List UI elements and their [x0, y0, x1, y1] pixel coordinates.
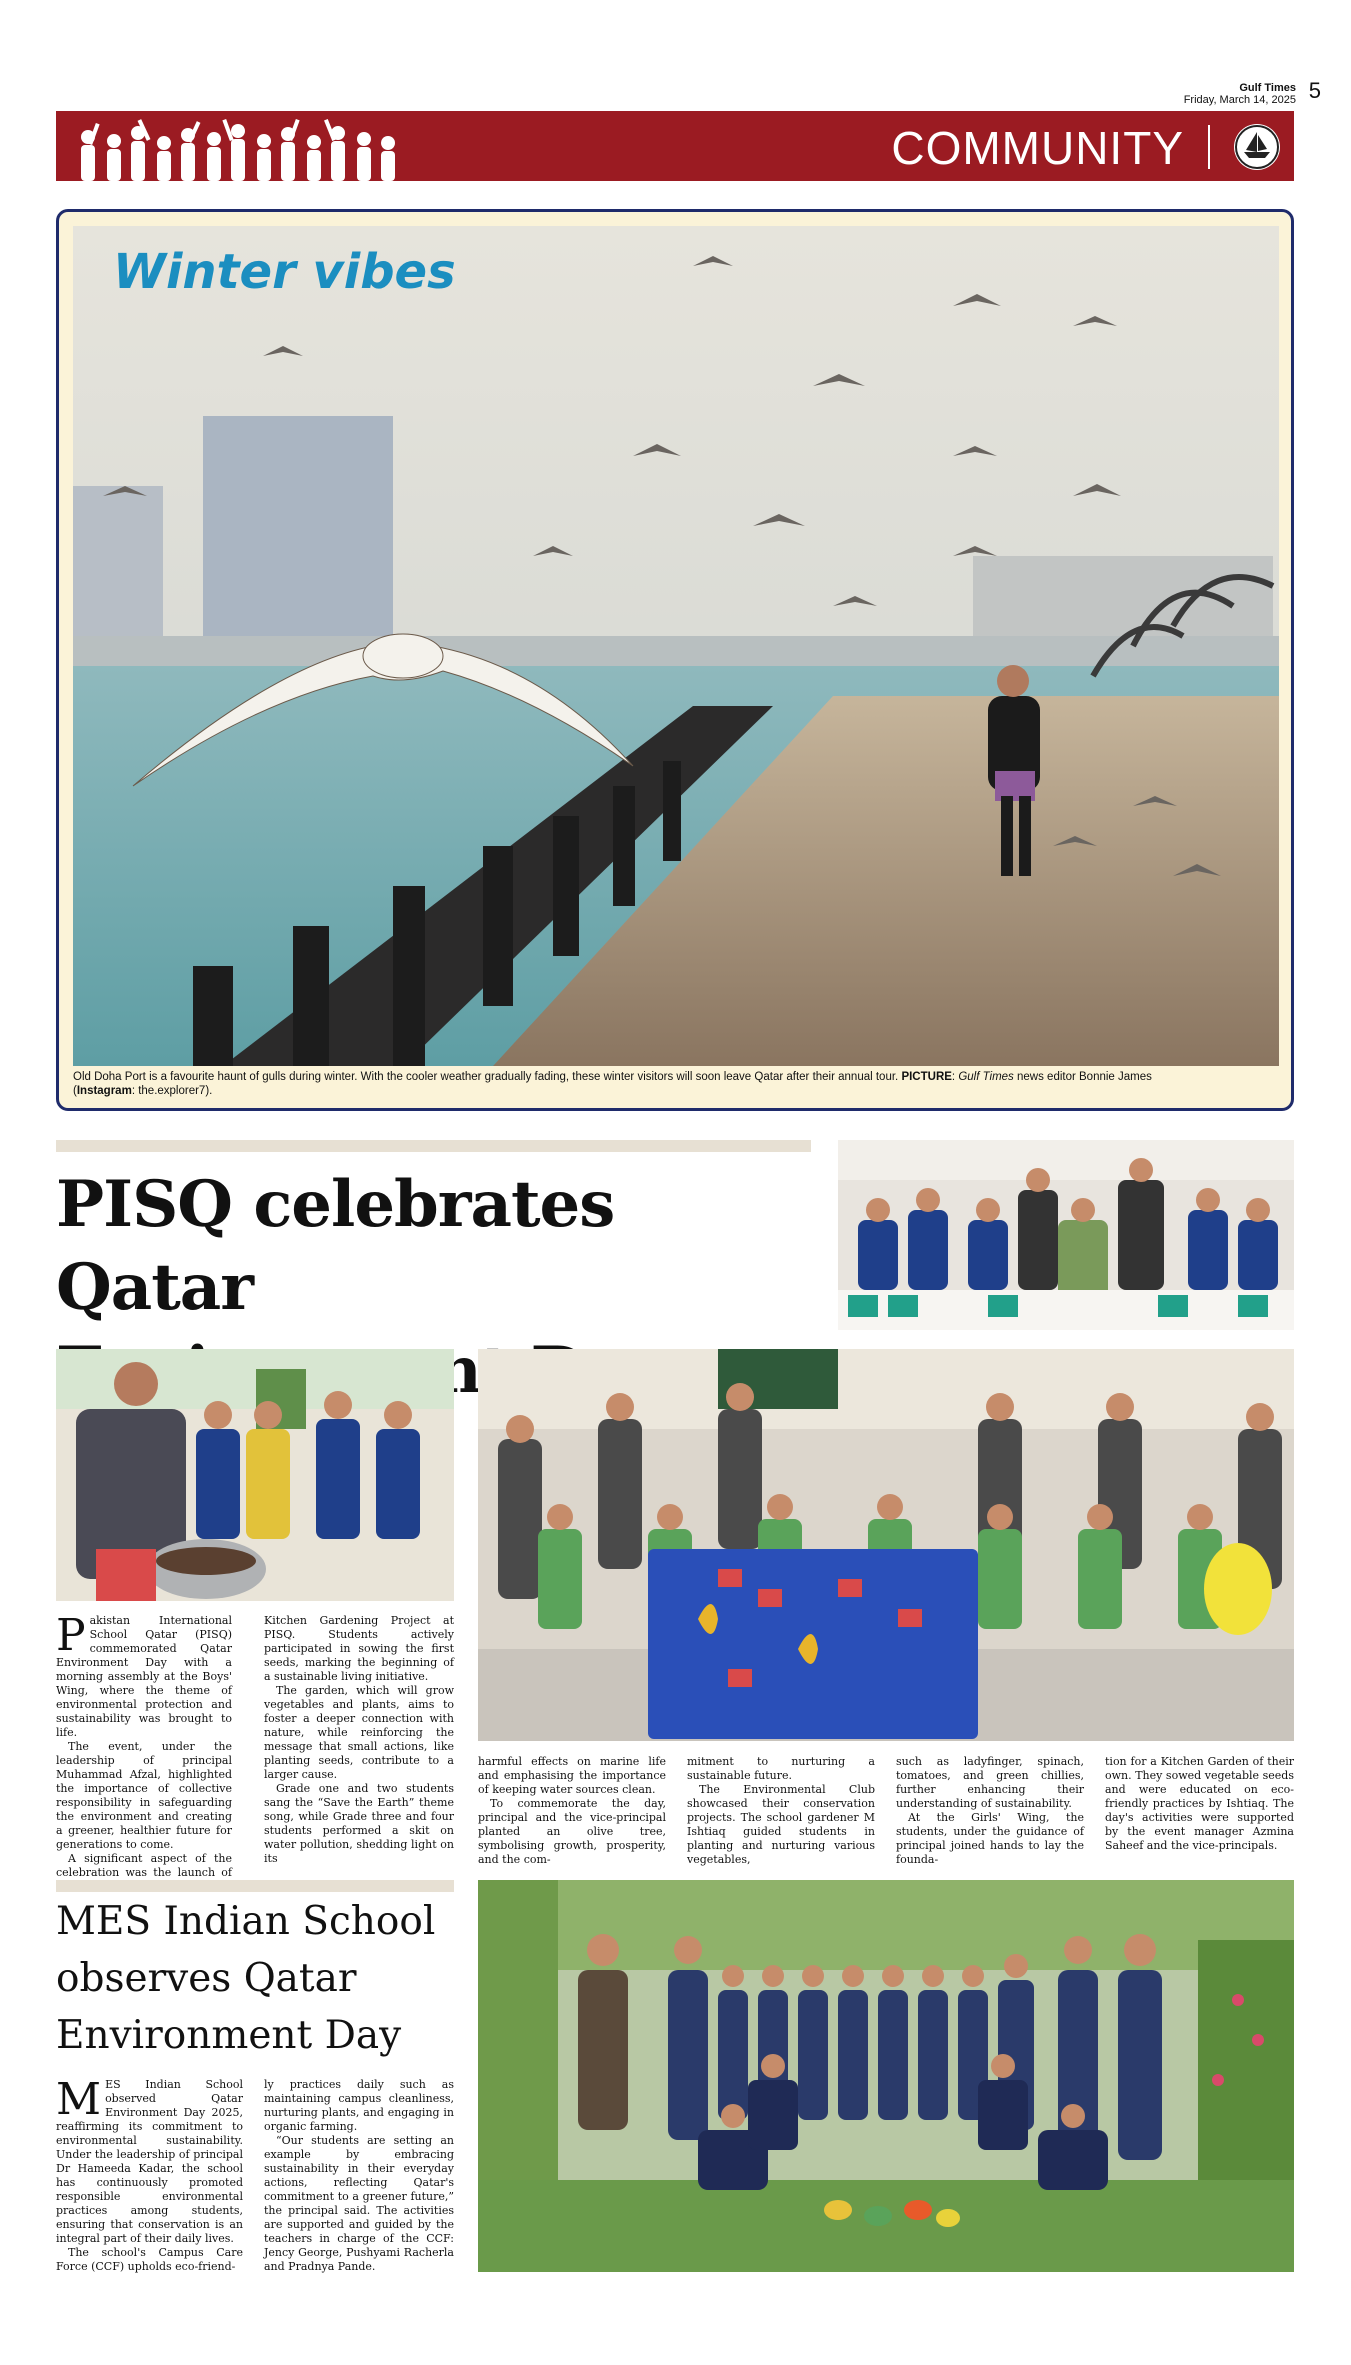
caption-picture-label: PICTURE [901, 1071, 952, 1083]
article1-col4 [687, 1755, 875, 1867]
article1-col1-p1: akistan International School Qatar (PISQ) commemorated Qatar Environment Day with a morning assembly at the Boys' Wing, where the theme of environmental protection and sustainability was brought to life. [56, 1614, 232, 1739]
page-number: 5 [1308, 78, 1321, 103]
article1-col3-p1: harmful effects on marine life and emphasising the importance of keeping water sources clean. [478, 1755, 666, 1796]
article2-headline-line3: Environment Day [56, 2013, 402, 2058]
dhow-logo-icon [1234, 124, 1280, 170]
article2-rule [56, 1880, 454, 1892]
caption-instagram-handle: : the.explorer7). [131, 1085, 213, 1097]
article2-col2 [264, 2078, 454, 2274]
crowd-silhouette-icon [66, 119, 406, 181]
article2-col2-p1: ly practices daily such as maintaining campus cleanliness, nurturing plants, and engaging in organic farming. [264, 2078, 454, 2133]
article1-col1-p2: The event, under the leadership of principal Muhammad Afzal, highlighted the importance of collective responsibility in safeguarding the environment and creating a greener, healthier future for generations to come. [56, 1740, 232, 1851]
pisq-students-photo [478, 1349, 1294, 1741]
feature-caption [73, 1070, 1279, 1098]
article2-col2-p2: “Our students are setting an example by embracing sustainability in their everyday actions, reflecting Qatar's commitment to a greener future,” the principal said. The activities are supported and guided by the teachers in charge of the CCF: Jency George, Pushyami Racherla and Pradnya Pande. [264, 2134, 454, 2273]
article1-col5-p1: such as ladyfinger, spinach, tomatoes, and green chillies, further enhancing their understanding of sustainability. [896, 1755, 1084, 1810]
article1-rule [56, 1140, 811, 1152]
article2-headline-line1: MES Indian School [56, 1899, 436, 1944]
article2-col1-p2: The school's Campus Care Force (CCF) upholds eco-friend- [56, 2246, 243, 2273]
article2-headline [56, 1893, 456, 2064]
caption-instagram-label: Instagram [76, 1085, 132, 1097]
pisq-planting-photo [56, 1349, 454, 1601]
article1-col5-p2: At the Girls' Wing, the students, under the guidance of principal joined hands to lay the founda- [896, 1811, 1084, 1866]
article1-col4-p1: mitment to nurturing a sustainable future. [687, 1755, 875, 1782]
article1-col3-p2: To commemorate the day, principal and the vice-principal planted an olive tree, symbolising growth, prosperity, and the com- [478, 1797, 666, 1866]
section-title: COMMUNITY [891, 122, 1184, 174]
caption-publication: Gulf Times [958, 1071, 1014, 1083]
feature-box [56, 209, 1294, 1111]
article1-col1-p3: A significant aspect of the celebration was the launch of [56, 1852, 232, 1879]
caption-credit: news editor Bonnie James [1013, 1071, 1152, 1083]
article2-dropcap: M [56, 2074, 102, 2125]
article1-col4-p2: The Environmental Club showcased their conservation projects. The school gardener M Ishtiaq guided students in planting and nurturing various vegetables, [687, 1783, 875, 1866]
article1-col2-p1: Kitchen Gardening Project at PISQ. Students actively participated in sowing the first seeds, marking the beginning of a sustainable living initiative. [264, 1614, 454, 1683]
article1-col2-p3: Grade one and two students sang the “Save the Earth” theme song, while Grade three and four students performed a skit on water pollution, shedding light on its [264, 1782, 454, 1865]
article2-col1-p1: ES Indian School observed Qatar Environment Day 2025, reaffirming its commitment to environmental sustainability. Under the leadership of principal Dr Hameeda Kadar, the school has continuously promoted responsible environmental practices among students, ensuring that conservation is an integral part of their daily lives. [56, 2078, 243, 2245]
caption-text: Old Doha Port is a favourite haunt of gulls during winter. With the cooler weather gradually fading, these winter visitors will soon leave Qatar after their annual tour. [73, 1071, 902, 1083]
mes-group-photo [478, 1880, 1294, 2272]
masthead-info [1184, 82, 1296, 106]
article2-headline-line2: observes Qatar [56, 1956, 357, 2001]
article1-col2 [264, 1614, 454, 1866]
section-banner [56, 111, 1294, 181]
article1-headline-line1: PISQ celebrates Qatar [56, 1167, 615, 1325]
newspaper-name: Gulf Times [1239, 82, 1296, 94]
article1-col6 [1105, 1755, 1294, 1853]
article1-dropcap: P [56, 1610, 86, 1661]
pisq-group-photo-top [838, 1140, 1294, 1330]
feature-heading: Winter vibes [113, 244, 456, 300]
article1-col2-p2: The garden, which will grow vegetables and plants, aims to foster a deeper connection with nature, while reinforcing the message that small actions, like planting seeds, contribute to a larger cause. [264, 1684, 454, 1781]
article2-col1 [56, 2074, 243, 2274]
issue-date: Friday, March 14, 2025 [1183, 94, 1296, 106]
seagulls-photo [73, 226, 1279, 1066]
article1-col5 [896, 1755, 1084, 1867]
article1-col3 [478, 1755, 666, 1867]
caption-ig-open: ( [73, 1085, 77, 1097]
section-divider [1208, 125, 1210, 169]
article1-col1 [56, 1610, 232, 1894]
article1-col6-p1: tion for a Kitchen Garden of their own. They sowed vegetable seeds and were educated on eco-friendly practices by Ishtiaq. The day's activities were supported by the event manager Azmina Saheef and the vice-principals. [1105, 1755, 1294, 1852]
caption-separator: : [951, 1071, 959, 1083]
